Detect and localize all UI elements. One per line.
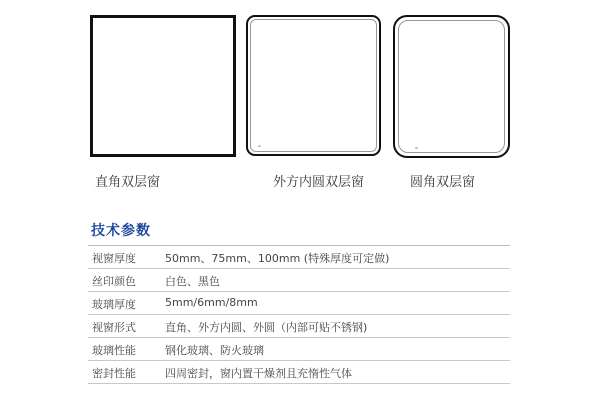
spec-value: 5mm/6mm/8mm <box>165 296 258 309</box>
square-outer-round-inner-window-image <box>246 15 381 156</box>
spec-value: 白色、黑色 <box>165 275 220 288</box>
caption-rounded-window: 圆角双层窗 <box>410 175 476 190</box>
brand-mark-icon: ▬ <box>258 144 261 148</box>
spec-value: 四周密封，窗内置干燥剂且充惰性气体 <box>165 367 352 380</box>
square-double-window-image <box>90 15 236 157</box>
caption-square-round-window: 外方内圆双层窗 <box>273 175 365 190</box>
inner-frame <box>398 20 505 153</box>
table-row <box>88 246 510 269</box>
table-row <box>88 361 510 384</box>
table-row <box>88 269 510 292</box>
spec-label: 密封性能 <box>92 367 136 380</box>
rounded-double-window-image <box>393 15 510 158</box>
spec-label: 玻璃性能 <box>92 344 136 357</box>
table-row <box>88 338 510 361</box>
specs-title: 技术参数 <box>91 223 151 239</box>
spec-value: 50mm、75mm、100mm (特殊厚度可定做) <box>165 252 390 265</box>
table-row <box>88 315 510 338</box>
inner-frame <box>250 19 377 152</box>
caption-square-window: 直角双层窗 <box>95 175 161 190</box>
spec-label: 视窗厚度 <box>92 252 136 265</box>
spec-value: 直角、外方内圆、外圆（内部可贴不锈钢) <box>165 321 368 334</box>
brand-mark-icon: ▬ <box>415 146 418 150</box>
spec-label: 玻璃厚度 <box>92 298 136 311</box>
spec-label: 丝印颜色 <box>92 275 136 288</box>
spec-value: 钢化玻璃、防火玻璃 <box>165 344 264 357</box>
spec-label: 视窗形式 <box>92 321 136 334</box>
table-row <box>88 292 510 315</box>
